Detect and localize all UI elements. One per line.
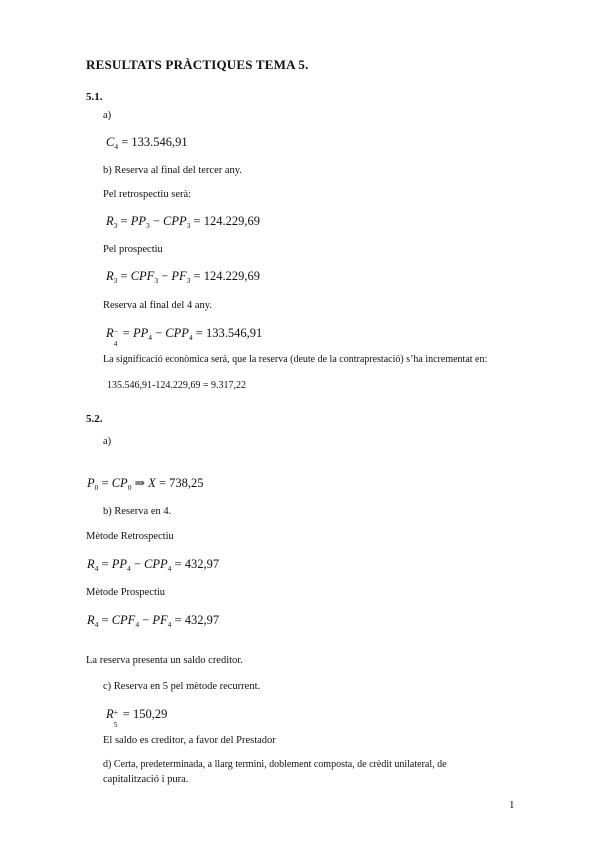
metode-retrospectiu-label: Mètode Retrospectiu bbox=[86, 531, 174, 542]
formula-c4: $C_4 = 133.546,91$ bbox=[106, 135, 188, 151]
difference-text: 135.546,91-124.229,69 = 9.317,22 bbox=[107, 380, 246, 391]
section-heading-5-2: 5.2. bbox=[86, 413, 103, 425]
item-a-label-2: a) bbox=[103, 436, 112, 447]
item-c-label: c) Reserva en 5 pel mètode recurrent. bbox=[103, 681, 261, 692]
page-title: RESULTATS PRÀCTIQUES TEMA 5. bbox=[86, 57, 309, 72]
saldo-creditor-text: La reserva presenta un saldo creditor. bbox=[86, 655, 243, 666]
page-number: 1 bbox=[509, 799, 515, 811]
formula-r3-prospectiu: $R_3 = CPF_3 - PF_3 = 124.229,69$ bbox=[106, 269, 260, 285]
section-heading-5-1: 5.1. bbox=[86, 91, 103, 103]
item-a-label: a) bbox=[103, 110, 112, 121]
item-d-line-1: d) Certa, predeterminada, a llarg termini, doblement composta, de crèdit unilateral, de bbox=[103, 759, 447, 770]
metode-prospectiu-label: Mètode Prospectiu bbox=[86, 587, 166, 598]
significacio-text: La significació econòmica serà, que la reserva (deute de la contraprestació) s’ha incrementat en: bbox=[103, 354, 488, 365]
formula-r5: R + 5 = 150,29 bbox=[106, 707, 168, 729]
formula-p0: $P_0 = CP_0$ ⇒ X = 738,25 bbox=[87, 476, 204, 492]
formula-r4-prospectiu: $R_4 = CPF_4 - PF_4 = 432,97$ bbox=[87, 613, 220, 629]
formula-r4: R − 4 = $PP_4 - CPP_4 = 133.546,91$ bbox=[106, 326, 263, 348]
prospectiu-label: Pel prospectiu bbox=[103, 244, 163, 255]
item-b-label: b) Reserva al final del tercer any. bbox=[103, 165, 242, 176]
formula-r3-retrospectiu: $R_3 = PP_3 - CPP_3 = 124.229,69$ bbox=[106, 214, 260, 230]
retrospectiu-label: Pel retrospectiu serà: bbox=[103, 189, 192, 200]
item-d-line-2: capitalització i pura. bbox=[103, 774, 189, 785]
reserva-4-label: Reserva al final del 4 any. bbox=[103, 300, 212, 311]
item-b-label-2: b) Reserva en 4. bbox=[103, 506, 172, 517]
creditor-prestador-text: El saldo es creditor, a favor del Prestador bbox=[103, 735, 276, 746]
formula-r4-retrospectiu: $R_4 = PP_4 - CPP_4 = 432,97$ bbox=[87, 557, 220, 573]
